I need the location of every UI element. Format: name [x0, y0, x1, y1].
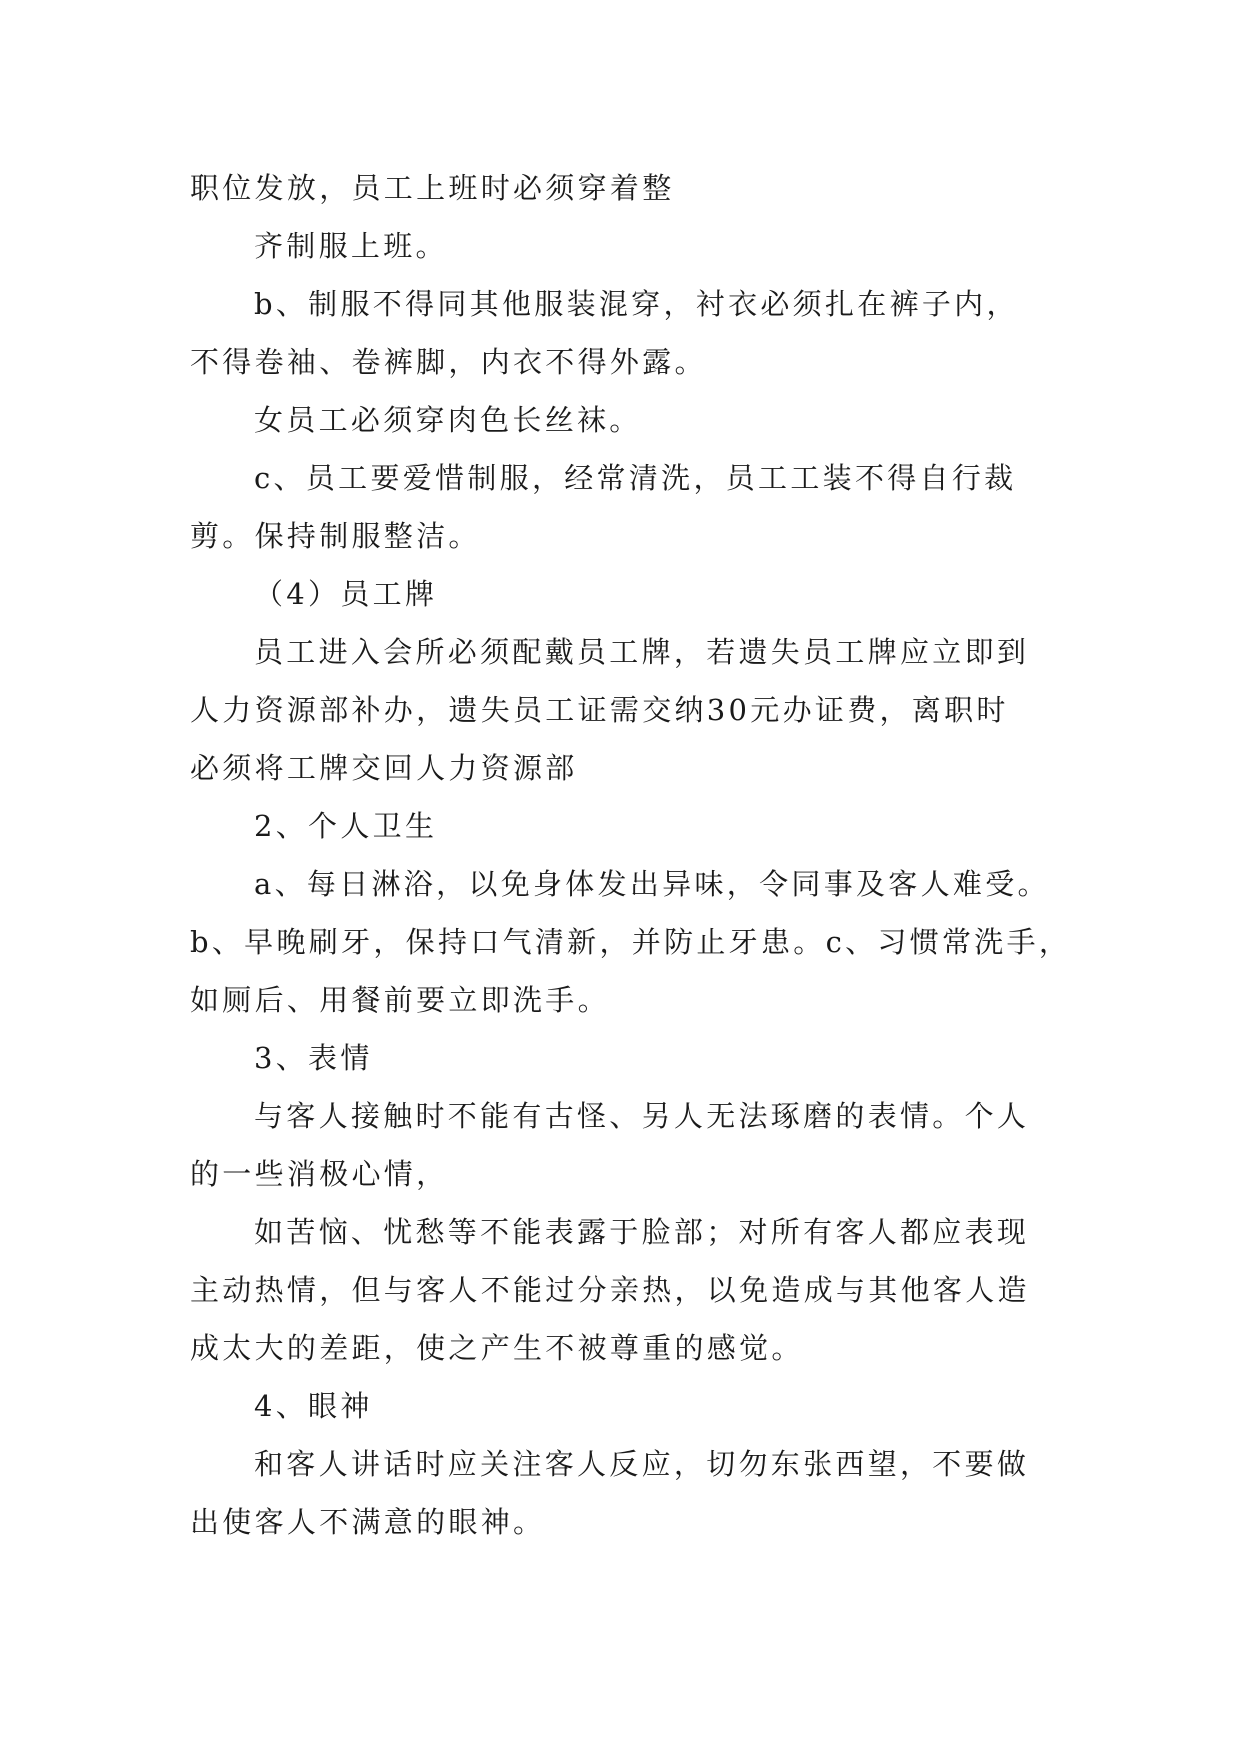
text-line: 不得卷袖、卷裤脚，内衣不得外露。 — [190, 345, 707, 379]
text-line: 员工进入会所必须配戴员工牌，若遗失员工牌应立即到 — [254, 635, 1030, 669]
text-line: 人力资源部补办，遗失员工证需交纳30元办证费，离职时 — [190, 693, 1009, 727]
text-line: 必须将工牌交回人力资源部 — [190, 751, 578, 785]
text-line: 如苦恼、忧愁等不能表露于脸部；对所有客人都应表现 — [254, 1215, 1030, 1249]
section-heading: 3、表情 — [254, 1041, 373, 1075]
section-heading: （4）员工牌 — [254, 577, 438, 611]
text-line: 剪。保持制服整洁。 — [190, 519, 481, 553]
section-heading: 4、眼神 — [254, 1389, 373, 1423]
text-line: c、员工要爱惜制服，经常清洗，员工工装不得自行裁 — [254, 461, 1017, 495]
text-line: 如厕后、用餐前要立即洗手。 — [190, 983, 610, 1017]
text-line: 的一些消极心情， — [190, 1157, 449, 1191]
text-line: a、每日淋浴，以免身体发出异味，令同事及客人难受。 — [254, 867, 1050, 901]
text-line: 女员工必须穿肉色长丝袜。 — [254, 403, 642, 437]
text-line: b、早晚刷牙，保持口气清新，并防止牙患。c、习惯常洗手， — [190, 925, 1072, 959]
text-line: 出使客人不满意的眼神。 — [190, 1505, 546, 1539]
section-heading: 2、个人卫生 — [254, 809, 438, 843]
text-line: 和客人讲话时应关注客人反应，切勿东张西望，不要做 — [254, 1447, 1030, 1481]
text-line: b、制服不得同其他服装混穿，衬衣必须扎在裤子内， — [254, 287, 1019, 321]
text-line: 与客人接触时不能有古怪、另人无法琢磨的表情。个人 — [254, 1099, 1030, 1133]
text-line: 职位发放，员工上班时必须穿着整 — [190, 171, 675, 205]
text-line: 主动热情，但与客人不能过分亲热，以免造成与其他客人造 — [190, 1273, 1030, 1307]
text-line: 齐制服上班。 — [254, 229, 448, 263]
document-body — [190, 159, 1070, 1551]
text-line: 成太大的差距，使之产生不被尊重的感觉。 — [190, 1331, 804, 1365]
